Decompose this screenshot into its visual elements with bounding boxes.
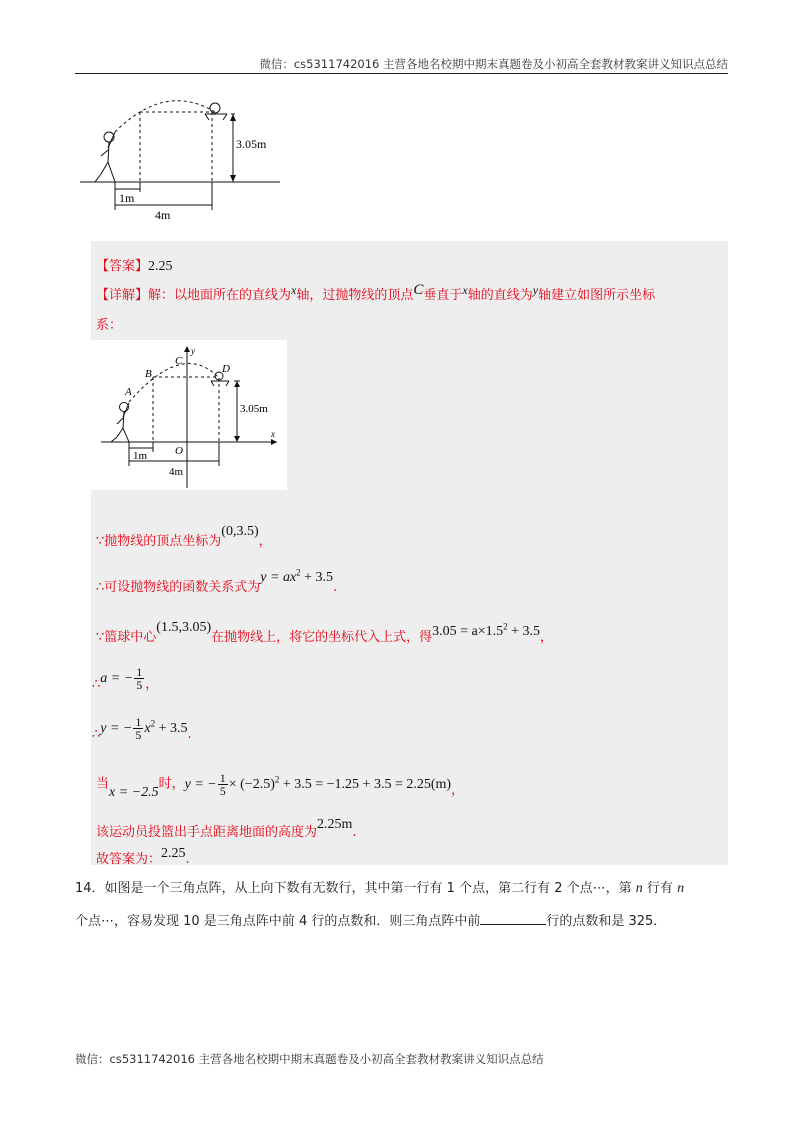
answer-line — [96, 255, 173, 275]
detail-text-b: 轴，过抛物线的顶点 — [296, 288, 414, 303]
detail-line-2: 系： — [96, 318, 123, 333]
step-1-comma: ， — [258, 534, 272, 549]
question-14-line-1 — [75, 877, 684, 897]
step-1-math: (0,3.5) — [221, 524, 259, 539]
page-footer: 微信：cs5311742016 主营各地名校期中期末真题卷及小初高全套教材教案讲义知识点总结 — [75, 1052, 544, 1066]
step-2 — [96, 566, 338, 595]
step-6 — [96, 771, 465, 800]
step-3-point: (1.5,3.05) — [156, 620, 212, 635]
x-axis-label: x — [271, 429, 275, 439]
step-6-math: y = − $\frac{1}{5}$ × $(-2.5)^2 + 3.5 = -1.25 + 3.5 = 2.25(m)$ — [184, 771, 452, 798]
step-7 — [96, 813, 357, 840]
q14-var-n: n — [635, 881, 643, 896]
step-3-text-a: ∵篮球中心 — [96, 630, 157, 645]
fraction-one-fifth-3: $\frac{1}{5}$ — [219, 771, 226, 798]
origin-label: O — [175, 445, 183, 457]
step-2-text: ∴可设抛物线的函数关系式为 — [96, 580, 261, 595]
step-4 — [92, 666, 158, 691]
var-x-2: x — [462, 283, 468, 297]
step-8-period: . — [185, 852, 190, 867]
step-5-math: y = − $\frac{1}{5}$ $x^2 + 3.5$ — [100, 715, 188, 742]
step-4-math: a = − $\frac{1}{5}$ — [100, 665, 143, 692]
var-c: C — [413, 282, 424, 298]
step-7-period: . — [352, 825, 357, 840]
detail-tag: 【详解】 — [96, 288, 149, 303]
label-4m-2: 4m — [169, 466, 184, 478]
step-7-text: 该运动员投篮出手点距离地面的高度为 — [96, 825, 318, 840]
step-6-comma: ， — [451, 782, 465, 798]
q14-var-n-2: n — [677, 881, 685, 896]
label-1m-2: 1m — [133, 450, 148, 462]
step-5-period: . — [187, 726, 192, 742]
header-divider — [75, 73, 728, 74]
detail-line-1 — [96, 284, 655, 304]
coordinate-figure — [91, 340, 287, 490]
step-4-therefore: ∴ — [92, 676, 101, 692]
step-7-math: 2.25m — [317, 817, 353, 832]
q14-text-b: 行有 — [646, 881, 673, 896]
fraction-one-fifth: $\frac{1}{5}$ — [136, 665, 143, 692]
step-5 — [92, 716, 192, 741]
q14-text-c: 个点⋯，容易发现 10 是三角点阵中前 4 行的点数和．则三角点阵中前 — [75, 914, 481, 929]
detail-text-d: 轴的直线为 — [467, 288, 533, 303]
question-14-line-2 — [75, 910, 666, 929]
basketball-figure-1 — [75, 92, 285, 222]
page-header: 微信：cs5311742016 主营各地名校期中期末真题卷及小初高全套教材教案讲义知识点总结 — [259, 57, 728, 71]
answer-value: 2.25 — [148, 259, 173, 274]
step-8-math: 2.25 — [161, 846, 186, 861]
detail-text-e: 轴建立如图所示坐标 — [538, 288, 656, 303]
label-4m: 4m — [155, 208, 171, 222]
y-axis-label: y — [191, 346, 195, 356]
step-6-condition: x = −2.5 — [109, 784, 159, 800]
step-3 — [96, 616, 554, 645]
label-1m: 1m — [119, 191, 135, 205]
fraction-one-fifth-2: $\frac{1}{5}$ — [135, 715, 142, 742]
step-4-comma: ， — [145, 676, 159, 692]
q14-text-d: 行的点数和是 325． — [546, 914, 667, 929]
point-d-label: D — [222, 363, 230, 375]
height-label: 3.05m — [236, 137, 267, 151]
step-3-math: $3.05 = a\times 1.5^2 + 3.5$ — [432, 621, 541, 639]
step-8-text: 故答案为： — [96, 852, 162, 867]
point-c-label: C — [175, 355, 183, 367]
step-2-math: $y = ax^2 + 3.5$ — [260, 567, 334, 585]
step-6-text: 当 — [96, 776, 110, 792]
step-1-text: ∵抛物线的顶点坐标为 — [96, 534, 222, 549]
step-3-comma: ， — [540, 630, 554, 645]
answer-blank[interactable] — [480, 912, 546, 925]
step-8 — [96, 842, 190, 867]
step-2-period: . — [333, 580, 338, 595]
answer-tag: 【答案】 — [96, 259, 149, 274]
height-label-2: 3.05m — [240, 403, 268, 415]
var-x: x — [291, 283, 297, 297]
step-3-text-b: 在抛物线上，将它的坐标代入上式，得 — [211, 630, 433, 645]
step-6-time: 时， — [158, 776, 185, 792]
step-1 — [96, 520, 272, 549]
q14-text-a: 14．如图是一个三角点阵，从上向下数有无数行，其中第一行有 1 个点，第二行有 2 个点⋯，第 — [75, 881, 632, 896]
step-5-therefore: ∴ — [92, 726, 101, 742]
detail-text-c: 垂直于 — [423, 288, 463, 303]
point-a-label: A — [125, 386, 132, 398]
var-y: y — [532, 283, 539, 297]
point-b-label: B — [145, 368, 152, 380]
detail-text-a: 解：以地面所在的直线为 — [148, 288, 292, 303]
